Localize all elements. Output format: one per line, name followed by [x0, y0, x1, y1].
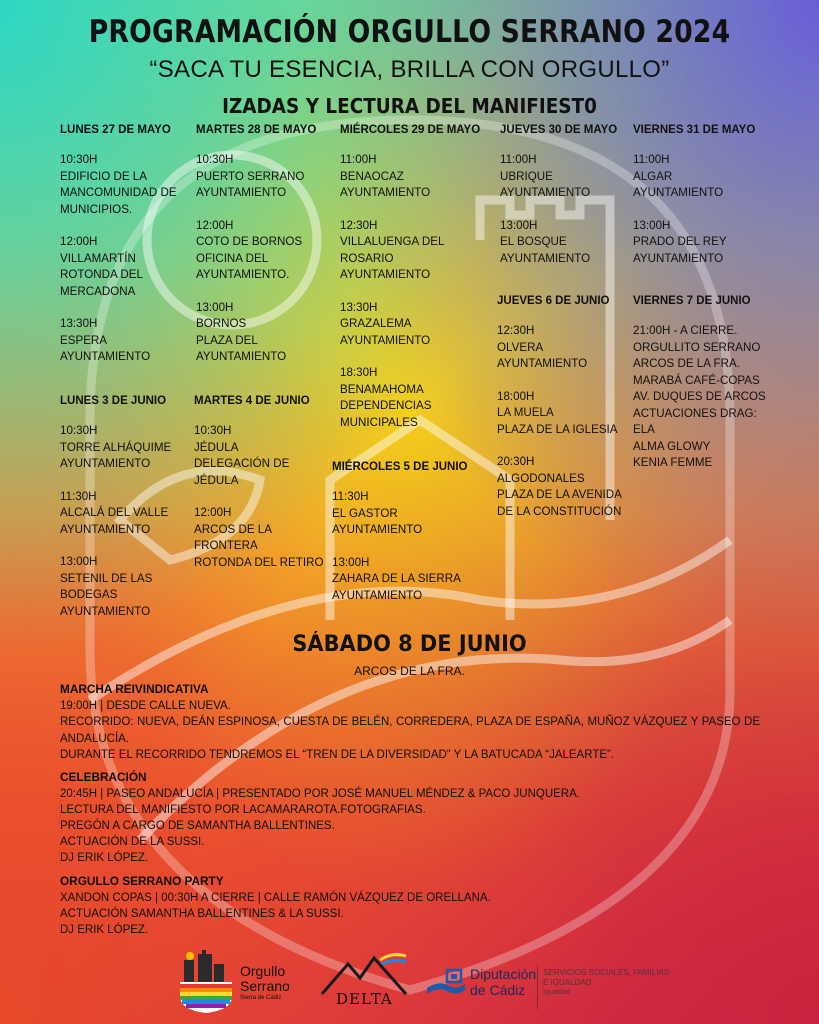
event-line: VILLAMARTÍN [60, 251, 136, 265]
block-line: DJ ERIK LÓPEZ. [60, 924, 149, 936]
event-item [500, 218, 617, 268]
diputacion-logo-icon [425, 968, 467, 998]
event-item [497, 454, 622, 520]
event-item [633, 218, 755, 268]
event-line: ALCALÁ DEL VALLE [60, 506, 169, 519]
block-line: DURANTE EL RECORRIDO TENDREMOS EL “TREN DE LA DIVERSIDAD” Y LA BATUCADA “JALEARTE”. [60, 749, 615, 761]
day-column [340, 124, 480, 431]
event-item [500, 152, 617, 202]
logo-line: SERVICIOS SOCIALES, FAMILIAS [543, 968, 670, 977]
event-item [497, 389, 622, 439]
event-line: DEPENDENCIAS [340, 399, 432, 412]
event-line: LA MUELA [497, 406, 554, 419]
page-title: PROGRAMACIÓN ORGULLO SERRANO 2024 [88, 14, 731, 50]
diputacion-logo-text [470, 966, 536, 998]
day-column [332, 461, 467, 604]
day-column [194, 395, 323, 571]
event-item [60, 234, 177, 300]
event-line: GRAZALEMA [340, 317, 412, 330]
event-time: 13:00H [633, 218, 671, 232]
event-item [497, 323, 622, 373]
event-item [340, 300, 480, 350]
event-time: 11:00H [500, 153, 537, 166]
event-line: ARCOS DE LA FRA. [633, 357, 740, 370]
logo-line: Igualdad [543, 989, 570, 996]
event-line: EL BOSQUE [500, 235, 567, 248]
event-time: 12:30H [497, 324, 535, 337]
block-line: DJ ERIK LÓPEZ. [60, 852, 149, 864]
event-time: 11:00H [633, 153, 670, 166]
event-line: ROSARIO [340, 251, 394, 265]
day-heading: JUEVES 6 DE JUNIO [497, 295, 610, 307]
event-line: AYUNTAMIENTO [500, 251, 591, 265]
event-item [633, 152, 755, 202]
block-line: RECORRIDO: NUEVA, DEÁN ESPINOSA, CUESTA DE BELÉN, CORREDERA, PLAZA DE ESPAÑA, MUÑOZ VÁZQUEZ Y PASEO DE ANDALUCÍA. [60, 716, 760, 745]
block-line: ACTUACIÓN DE LA SUSSI. [60, 836, 205, 848]
event-line: AYUNTAMIENTO [60, 350, 151, 363]
orgullo-serrano-logo-text [240, 964, 290, 1002]
event-item [633, 323, 766, 472]
event-item [332, 489, 467, 539]
event-time: 12:30H [340, 218, 378, 232]
event-time: 10:30H [194, 424, 232, 437]
block-line: ACTUACIÓN SAMANTHA BALLENTINES & LA SUSSI. [60, 908, 344, 920]
logo-line: de Cádiz [470, 982, 526, 998]
event-line: AYUNTAMIENTO [497, 357, 588, 370]
event-time: 12:00H [194, 506, 232, 519]
event-item [60, 489, 171, 539]
event-line: JÉDULA [194, 473, 239, 487]
event-line: MERCADONA [60, 284, 136, 298]
event-line: AYUNTAMIENTO [196, 350, 287, 363]
event-item [340, 365, 480, 431]
event-line: AYUNTAMIENTO [500, 186, 591, 199]
block-line: XANDON COPAS | 00:30H A CIERRE | CALLE RAMÓN VÁZQUEZ DE ORELLANA. [60, 892, 491, 904]
logo-divider [537, 965, 538, 1009]
logo-line: E IGUALDAD [543, 978, 592, 987]
event-line: OFICINA DEL [196, 251, 269, 265]
event-item [196, 300, 316, 366]
event-line: ZAHARA DE LA SIERRA [332, 572, 461, 585]
event-time: 13:30H [340, 300, 378, 314]
day-heading: MIÉRCOLES 5 DE JUNIO [332, 461, 468, 473]
day-column [60, 124, 177, 366]
event-line: ALGODONALES [497, 471, 585, 485]
event-line: ELA [633, 423, 655, 436]
day-column [500, 124, 617, 267]
event-line: KENIA FEMME [633, 456, 713, 469]
event-time: 13:30H [60, 317, 98, 330]
day-heading: MARTES 28 DE MAYO [196, 124, 317, 136]
event-line: PLAZA DE LA AVENIDA [497, 488, 622, 501]
block-title: CELEBRACIÓN [60, 770, 147, 784]
event-time: 11:30H [332, 490, 369, 503]
saturday-title: SÁBADO 8 DE JUNIO [292, 632, 527, 657]
event-line: AYUNTAMIENTO [60, 604, 151, 618]
event-line: AYUNTAMIENTO [340, 186, 431, 199]
event-time: 18:00H [497, 389, 535, 403]
event-time: 13:00H [60, 555, 98, 568]
day-column [633, 295, 766, 472]
event-line: ORGULLITO SERRANO [633, 340, 761, 354]
event-item [332, 555, 467, 605]
event-line: ACTUACIONES DRAG: [633, 406, 757, 420]
event-line: MARABÁ CAFÉ-COPAS [633, 373, 760, 387]
event-line: ROTONDA DEL RETIRO [194, 555, 324, 569]
event-line: UBRIQUE [500, 169, 553, 183]
event-line: FRONTERA [194, 539, 258, 552]
servicios-sociales-text [543, 968, 669, 998]
block-line: LECTURA DEL MANIFIESTO POR LACAMARAROTA.FOTOGRAFIAS. [60, 804, 426, 816]
event-line: MANCOMUNIDAD DE [60, 186, 177, 199]
day-heading: LUNES 3 DE JUNIO [60, 395, 167, 407]
block-title: ORGULLO SERRANO PARTY [60, 874, 224, 888]
event-line: TORRE ALHÁQUIME [60, 440, 172, 454]
block-line: 20:45H | PASEO ANDALUCÍA | PRESENTADO POR JOSÉ MANUEL MÉNDEZ & PACO JUNQUERA. [60, 788, 580, 800]
event-line: AV. DUQUES DE ARCOS [633, 390, 766, 403]
event-line: ROTONDA DEL [60, 268, 143, 281]
event-line: AYUNTAMIENTO [196, 186, 287, 199]
event-line: BORNOS [196, 317, 247, 330]
section-title: IZADAS Y LECTURA DEL MANIFIEST0 [222, 94, 597, 118]
event-line: PUERTO SERRANO [196, 169, 305, 183]
event-item [196, 218, 316, 284]
day-column [497, 295, 622, 520]
day-heading: JUEVES 30 DE MAYO [500, 124, 618, 136]
event-line: PLAZA DEL [196, 333, 258, 347]
logo-line: Sierra de Cádiz [240, 995, 282, 1001]
event-line: BENAMAHOMA [340, 382, 424, 396]
event-line: ESPERA [60, 333, 108, 347]
orgullo-serrano-logo-icon [178, 950, 234, 1014]
event-item [60, 423, 171, 473]
event-line: ALMA GLOWY [633, 439, 711, 453]
event-line: VILLALUENGA DEL [340, 235, 445, 248]
event-line: BENAOCAZ [340, 169, 404, 183]
logo-line: Diputación [470, 966, 537, 982]
event-line: SETENIL DE LAS [60, 571, 153, 585]
event-time: 10:30H [60, 153, 98, 166]
day-heading: VIERNES 31 DE MAYO [633, 124, 756, 136]
event-line: MUNICIPALES [340, 415, 418, 429]
logo-line: Orgullo [240, 963, 286, 979]
event-line: AYUNTAMIENTO [60, 522, 151, 536]
event-line: ALGAR [633, 169, 673, 183]
event-time: 12:00H [196, 218, 234, 232]
event-line: PLAZA DE LA IGLESIA [497, 422, 618, 436]
event-item [196, 152, 316, 202]
event-line: COTO DE BORNOS [196, 235, 303, 248]
event-line: AYUNTAMIENTO [332, 523, 423, 536]
event-line: AYUNTAMIENTO. [196, 268, 290, 281]
event-time: 11:00H [340, 153, 377, 166]
event-time: 18:30H [340, 366, 378, 379]
delta-logo-text: DELTA [336, 990, 393, 1008]
event-time: 13:00H [500, 218, 538, 232]
saturday-place: ARCOS DE LA FRA. [354, 664, 465, 678]
event-time: 10:30H [60, 424, 98, 437]
event-time: 13:00H [196, 300, 234, 314]
event-line: AYUNTAMIENTO [340, 333, 431, 347]
event-item [60, 152, 177, 218]
event-line: OLVERA [497, 340, 544, 354]
event-time: 20:30H [497, 455, 535, 468]
event-line: AYUNTAMIENTO [633, 251, 724, 265]
day-column [60, 395, 171, 620]
event-line: EL GASTOR [332, 506, 398, 520]
event-time: 13:00H [332, 555, 370, 569]
day-heading: MARTES 4 DE JUNIO [194, 395, 310, 407]
day-heading: MIÉRCOLES 29 DE MAYO [340, 124, 481, 136]
event-item [340, 218, 480, 284]
event-time: 11:30H [60, 489, 97, 503]
event-line: BODEGAS [60, 588, 118, 601]
event-item [60, 554, 171, 620]
event-line: AYUNTAMIENTO [633, 186, 724, 199]
day-column [633, 124, 755, 267]
event-line: PRADO DEL REY [633, 235, 727, 248]
block-line: 19:00H | DESDE CALLE NUEVA. [60, 700, 231, 712]
event-line: MUNICIPIOS. [60, 202, 133, 216]
event-item [194, 423, 323, 489]
day-heading: LUNES 27 DE MAYO [60, 124, 171, 136]
logo-line: Serrano [240, 978, 290, 994]
event-time: 21:00H - A CIERRE. [633, 324, 738, 337]
event-line: DELEGACIÓN DE [194, 457, 290, 470]
event-time: 12:00H [60, 235, 98, 248]
event-item [340, 152, 480, 202]
event-line: EDIFICIO DE LA [60, 169, 147, 183]
event-line: AYUNTAMIENTO [332, 588, 423, 602]
event-line: AYUNTAMIENTO [60, 457, 151, 470]
event-line: JÉDULA [194, 440, 239, 454]
block-line: PREGÓN A CARGO DE SAMANTHA BALLENTINES. [60, 820, 335, 832]
event-line: DE LA CONSTITUCIÓN [497, 504, 622, 518]
event-item [60, 316, 177, 366]
event-time: 10:30H [196, 153, 234, 166]
block-title: MARCHA REIVINDICATIVA [60, 682, 209, 696]
event-line: ARCOS DE LA [194, 522, 272, 536]
day-column [196, 124, 316, 366]
event-line: AYUNTAMIENTO [340, 268, 431, 281]
page-subtitle: “SACA TU ESENCIA, BRILLA CON ORGULLO” [149, 56, 670, 83]
event-item [194, 505, 323, 571]
day-heading: VIERNES 7 DE JUNIO [633, 295, 751, 307]
